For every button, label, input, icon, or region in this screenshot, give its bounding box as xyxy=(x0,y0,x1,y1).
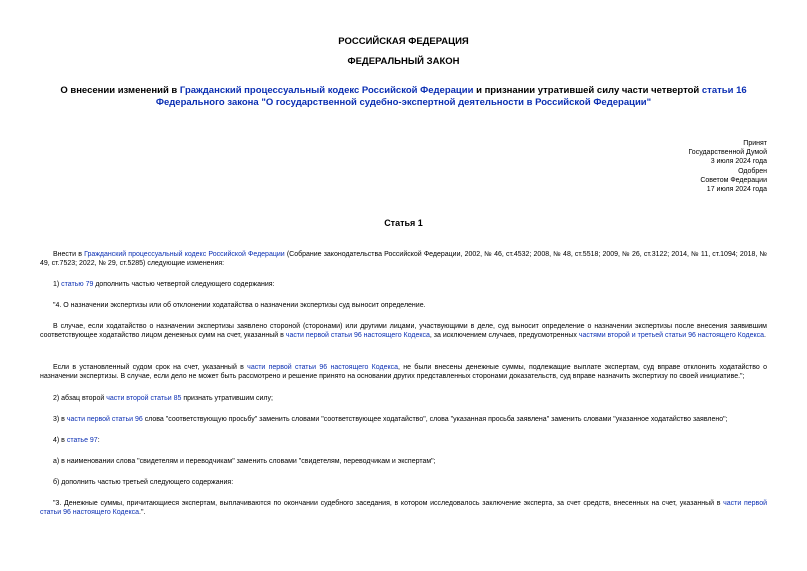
adoption-line: 3 июля 2024 года xyxy=(710,158,767,166)
link-article-96-parts-2-3[interactable]: частями второй и третьей статьи 96 настоящего Кодекса xyxy=(578,332,765,340)
text: слова "соответствующую просьбу" заменить словами "соответствующее ходатайство", слова "указанная просьба заявлена" заменить словами "указанное ходатайство заявлено"; xyxy=(142,416,728,423)
text: Если в установленный судом срок на счет, указанный в xyxy=(53,364,248,371)
link-article-85[interactable]: части второй статьи 85 xyxy=(106,395,182,402)
link-article-96-part-1[interactable]: части первой статьи 96 настоящего Кодекса xyxy=(285,332,430,340)
text: признать утратившим силу; xyxy=(181,395,273,402)
paragraph-item-4a: а) в наименовании слова "свидетелям и переводчикам" заменить словами "свидетелям, переводчикам и экспертам"; xyxy=(53,458,436,465)
text: Внести в xyxy=(53,251,85,258)
link-article-97[interactable]: статье 97 xyxy=(66,437,98,444)
paragraph-deposit-case xyxy=(40,322,767,341)
link-article-96-part-1[interactable]: части первой статьи 96 настоящего Кодекса xyxy=(247,364,399,371)
article-heading: Статья 1 xyxy=(384,218,423,228)
paragraph-item-4 xyxy=(40,436,767,445)
adoption-line: Принят xyxy=(743,140,767,147)
link-article-79[interactable]: статью 79 xyxy=(61,281,94,288)
text: В случае, если ходатайство о назначении экспертизы заявлено стороной (сторонами) или другими лицами, участвующими в деле, суд выносит определение о назначении экспертизы после внесения заявившим соответствующее ходатайство лицом денежных сумм на счет, указанный в xyxy=(40,323,767,340)
text: 3) в xyxy=(53,416,67,423)
text: 4) в xyxy=(53,437,67,444)
title-link-article-16[interactable]: статьи 16 Федерального закона "О государственной судебно-экспертной деятельности в Российской Федерации" xyxy=(155,85,747,108)
paragraph-quote-3 xyxy=(40,499,767,518)
text: 2) абзац второй xyxy=(53,395,107,402)
adoption-line: Советом Федерации xyxy=(700,176,767,184)
adoption-line: Одобрен xyxy=(738,167,767,175)
country-heading: РОССИЙСКАЯ ФЕДЕРАЦИЯ xyxy=(338,36,469,47)
text: .". xyxy=(139,509,146,517)
paragraph-item-3 xyxy=(40,415,767,424)
paragraph-item-2 xyxy=(40,394,767,403)
adoption-block xyxy=(688,139,767,194)
text: , за исключением случаев, предусмотренных xyxy=(429,332,579,340)
adoption-line: 17 июля 2024 года xyxy=(706,186,767,194)
doc-type-heading: ФЕДЕРАЛЬНЫЙ ЗАКОН xyxy=(347,56,460,67)
paragraph-deadline xyxy=(40,363,767,382)
paragraph-item-1 xyxy=(40,280,767,289)
adoption-line: Государственной Думой xyxy=(688,149,767,157)
text: (Собрание законодательства Российской Федерации, 2002, № 46, ст.4532; 2008, № 48, ст.5518; 2009, № 26, ст.3122; 2014, № 11, ст.1094; 2018, № 49, ст.7523; 2022, № 29, ст.5285) следующие изменения: xyxy=(40,251,767,268)
title-text-2: и признании утратившей силу части четвертой xyxy=(473,85,702,96)
title-text-1: О внесении изменений в xyxy=(60,85,180,96)
law-title xyxy=(40,85,767,109)
paragraph-item-4b: б) дополнить частью третьей следующего содержания: xyxy=(53,479,234,486)
text: 1) xyxy=(53,281,62,288)
paragraph-quote-4: "4. О назначении экспертизы или об отклонении ходатайства о назначении экспертизы суд выносит определение. xyxy=(53,302,426,309)
title-link-civil-code[interactable]: Гражданский процессуальный кодекс Российской Федерации xyxy=(179,85,474,96)
link-article-96-part-1[interactable]: части первой статьи 96 xyxy=(66,416,143,423)
text: , не были внесены денежные суммы, подлежащие выплате экспертам, суд вправе отклонить ходатайство о назначении экспертизы. В случае, если дело не может быть рассмотрено и решение принято на основании других представленных сторонами доказательств, суд вправе назначить экспертизу по своей инициативе."; xyxy=(40,364,767,381)
text: "3. Денежные суммы, причитающиеся экспертам, выплачиваются по окончании судебного заседания, в котором исследовалось заключение эксперта, за счет средств, внесенных на счет, указанный в xyxy=(53,500,724,507)
link-article-96-part-1[interactable]: части первой статьи 96 настоящего Кодекса xyxy=(40,500,767,517)
text: : xyxy=(97,437,100,444)
paragraph-intro xyxy=(40,250,767,269)
link-civil-code[interactable]: Гражданский процессуальный кодекс Российской Федерации xyxy=(84,251,285,258)
text: дополнить частью четвертой следующего содержания: xyxy=(93,281,275,288)
text: . xyxy=(764,332,766,340)
